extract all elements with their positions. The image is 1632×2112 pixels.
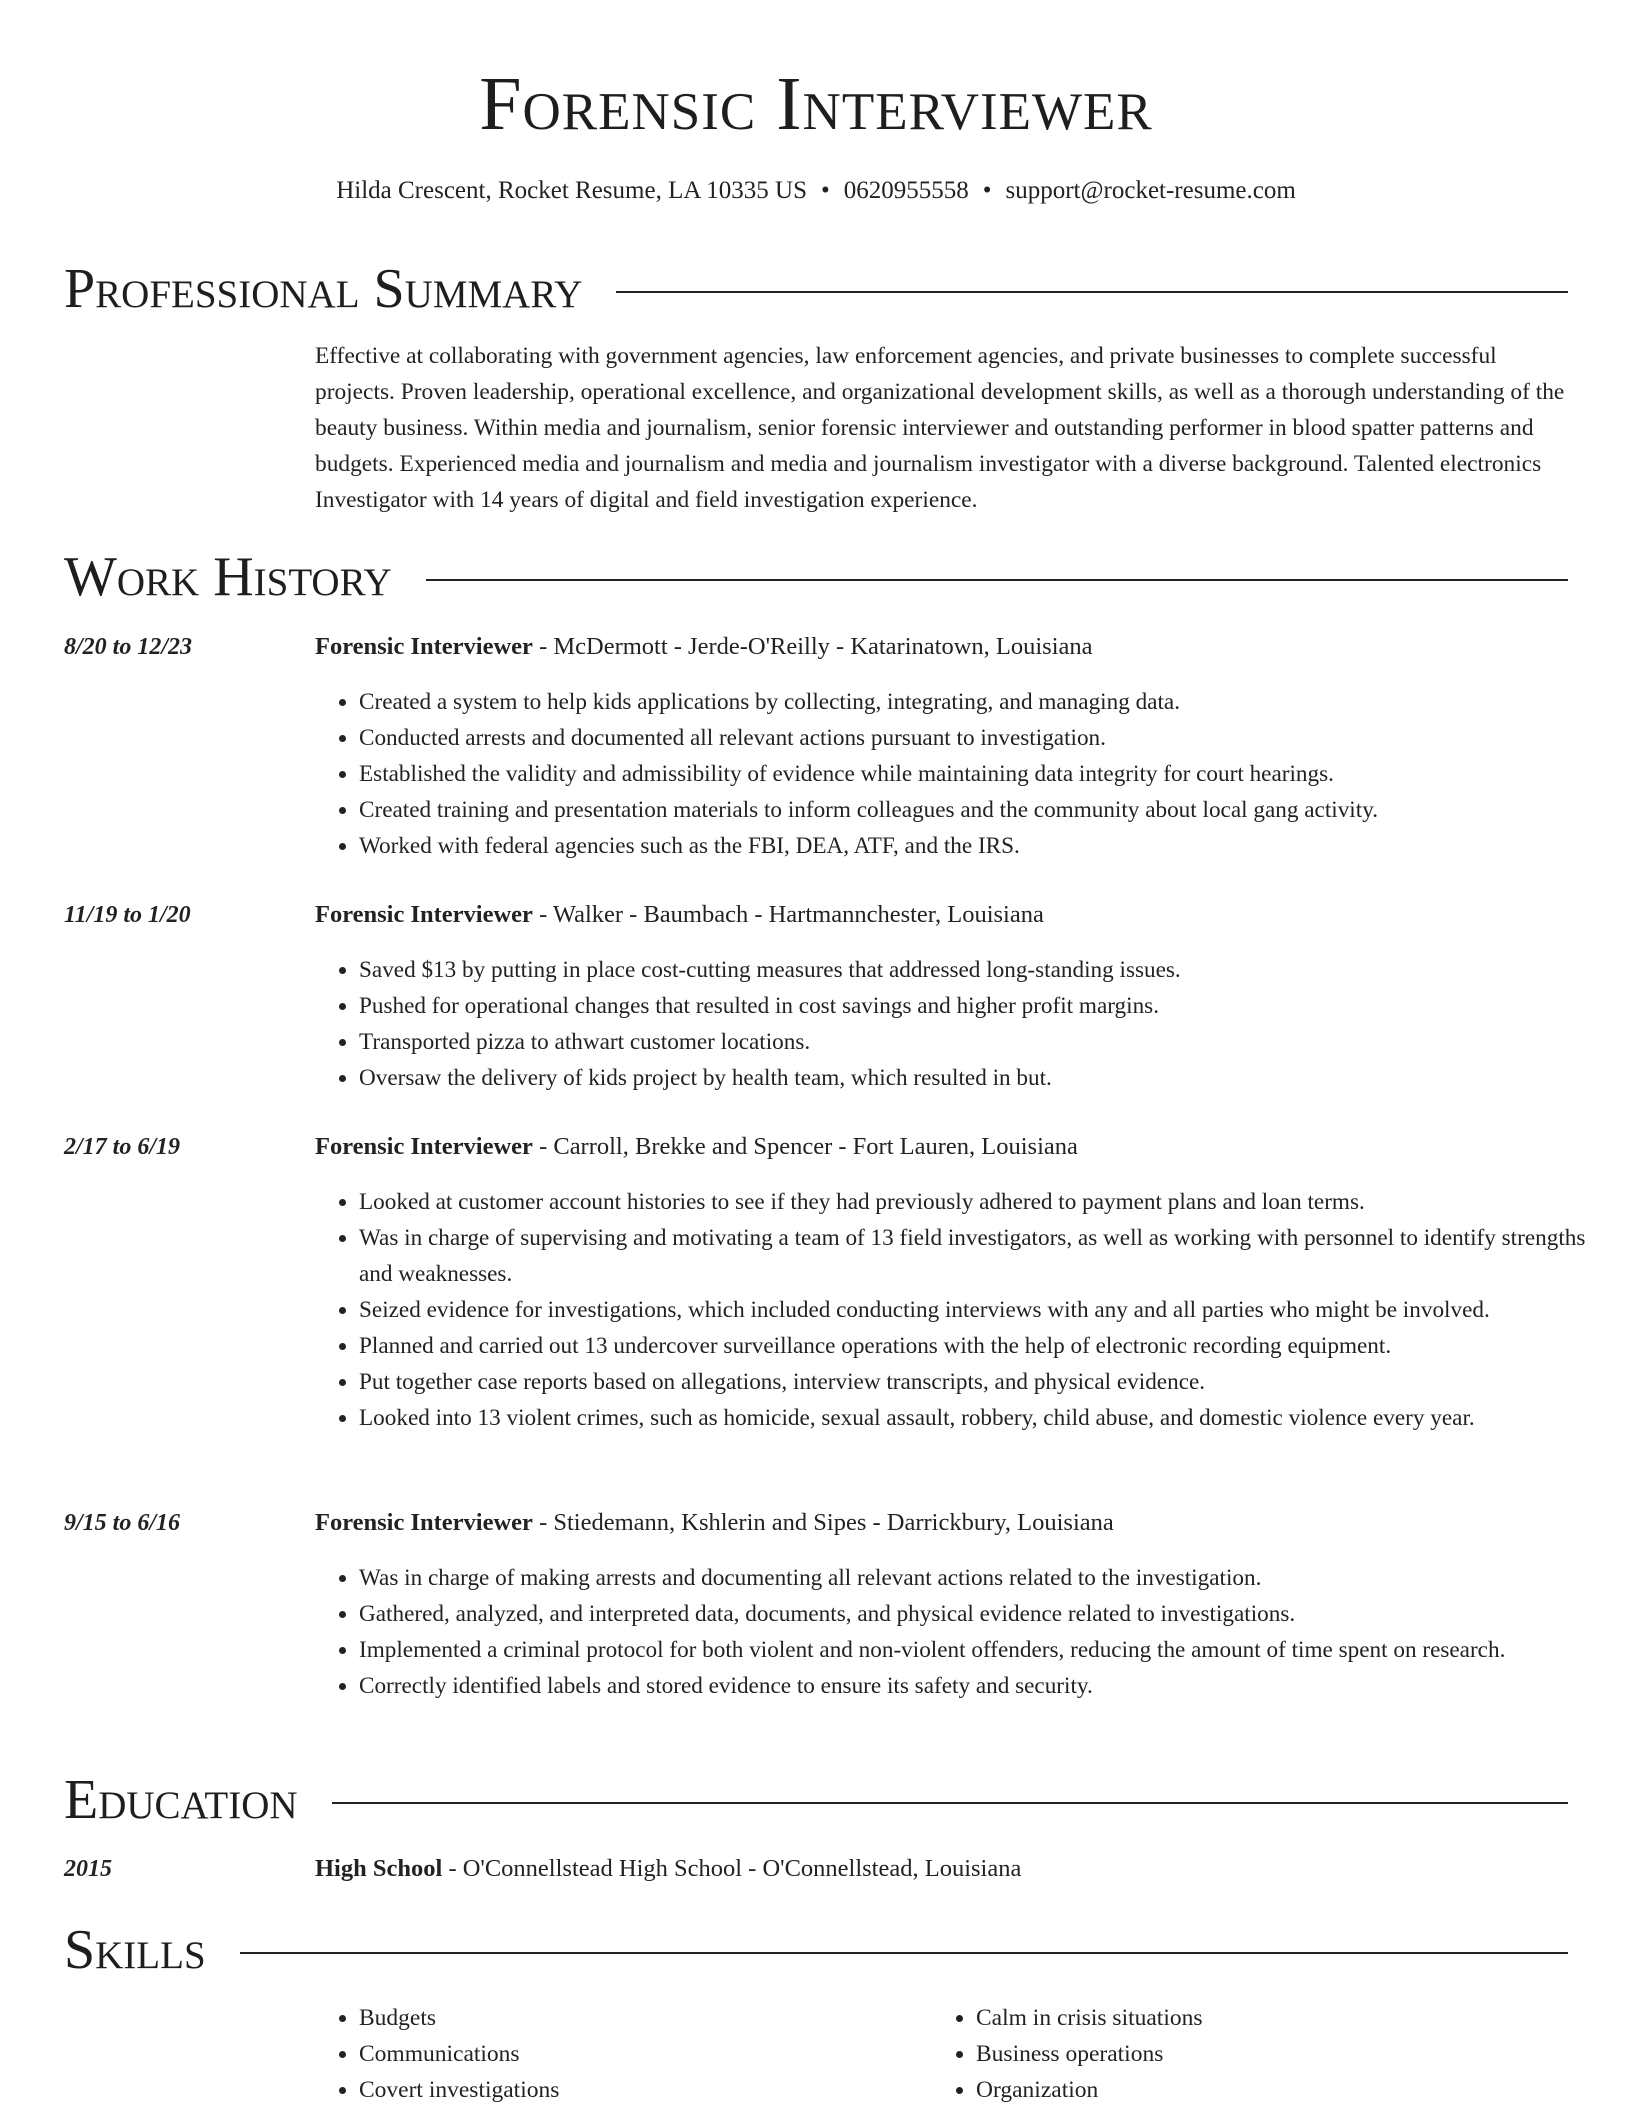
job-dates: 9/15 to 6/16 xyxy=(64,1510,181,1536)
skill-item: • Organization xyxy=(976,2072,1576,2108)
skills-section-header xyxy=(64,1918,1568,1982)
contact-address: Hilda Crescent, Rocket Resume, LA 10335 US xyxy=(336,177,807,204)
summary-section-title: Professional Summary xyxy=(64,258,583,320)
skill-item: • Covert investigations xyxy=(359,2072,919,2108)
job-heading xyxy=(315,630,1093,664)
job-details: - Walker - Baumbach - Hartmannchester, Louisiana xyxy=(532,901,1044,928)
list-item: • Seized evidence for investigations, which included conducting interviews with any and all parties who might be involved. xyxy=(359,1292,1624,1328)
contact-separator: • xyxy=(982,177,992,204)
list-item: • Gathered, analyzed, and interpreted data, documents, and physical evidence related to investigations. xyxy=(359,1596,1624,1632)
work-section-header xyxy=(64,545,1568,609)
job-details: - Carroll, Brekke and Spencer - Fort Lauren, Louisiana xyxy=(532,1133,1078,1160)
section-divider xyxy=(426,579,1568,581)
contact-separator: • xyxy=(820,177,830,204)
summary-section-header xyxy=(64,257,1568,321)
list-item: • Created training and presentation materials to inform colleagues and the community about local gang activity. xyxy=(359,792,1624,828)
list-item: • Looked at customer account histories to see if they had previously adhered to payment plans and loan terms. xyxy=(359,1184,1624,1220)
list-item: • Worked with federal agencies such as the FBI, DEA, ATF, and the IRS. xyxy=(359,828,1624,864)
candidate-name: Forensic Interviewer xyxy=(479,62,1153,146)
list-item: • Was in charge of making arrests and documenting all relevant actions related to the investigation. xyxy=(359,1560,1624,1596)
job-role: Forensic Interviewer xyxy=(315,901,533,928)
education-heading xyxy=(315,1852,1021,1886)
job-bullets xyxy=(315,1560,1624,1704)
job-details: - Stiedemann, Kshlerin and Sipes - Darrickbury, Louisiana xyxy=(532,1509,1114,1536)
job-heading xyxy=(315,898,1044,932)
list-item: • Pushed for operational changes that resulted in cost savings and higher profit margins. xyxy=(359,988,1624,1024)
job-bullets xyxy=(315,684,1624,864)
job-details: - McDermott - Jerde-O'Reilly - Katarinatown, Louisiana xyxy=(532,633,1093,660)
contact-email: support@rocket-resume.com xyxy=(1005,177,1296,204)
list-item: • Correctly identified labels and stored evidence to ensure its safety and security. xyxy=(359,1668,1624,1704)
list-item: • Looked into 13 violent crimes, such as homicide, sexual assault, robbery, child abuse, and domestic violence every year. xyxy=(359,1400,1624,1436)
section-divider xyxy=(616,291,1568,293)
job-role: Forensic Interviewer xyxy=(315,1133,533,1160)
list-item: • Put together case reports based on allegations, interview transcripts, and physical evidence. xyxy=(359,1364,1624,1400)
job-bullets xyxy=(315,1184,1624,1436)
list-item: • Conducted arrests and documented all relevant actions pursuant to investigation. xyxy=(359,720,1624,756)
job-bullets xyxy=(315,952,1624,1096)
list-item: • Implemented a criminal protocol for both violent and non-violent offenders, reducing the amount of time spent on research. xyxy=(359,1632,1624,1668)
job-dates: 2/17 to 6/19 xyxy=(64,1134,181,1160)
contact-line xyxy=(0,174,1632,208)
job-dates: 11/19 to 1/20 xyxy=(64,902,191,928)
skills-list-left xyxy=(315,2000,919,2108)
education-details: - O'Connellstead High School - O'Connellstead, Louisiana xyxy=(442,1855,1022,1882)
education-section-title: Education xyxy=(64,1769,298,1831)
job-role: Forensic Interviewer xyxy=(315,633,533,660)
skills-list-right xyxy=(932,2000,1576,2108)
work-section-title: Work History xyxy=(64,546,392,608)
skill-item: • Communications xyxy=(359,2036,919,2072)
skill-item: • Business operations xyxy=(976,2036,1576,2072)
list-item: • Was in charge of supervising and motivating a team of 13 field investigators, as well as working with personnel to identify strengths and weaknesses. xyxy=(359,1220,1624,1292)
list-item: • Oversaw the delivery of kids project by health team, which resulted in but. xyxy=(359,1060,1624,1096)
job-heading xyxy=(315,1506,1114,1540)
list-item: • Planned and carried out 13 undercover surveillance operations with the help of electronic recording equipment. xyxy=(359,1328,1624,1364)
skill-item: • Budgets xyxy=(359,2000,919,2036)
skill-item: • Calm in crisis situations xyxy=(976,2000,1576,2036)
list-item: • Established the validity and admissibility of evidence while maintaining data integrity for court hearings. xyxy=(359,756,1624,792)
contact-phone: 0620955558 xyxy=(843,177,969,204)
job-heading xyxy=(315,1130,1078,1164)
job-dates: 8/20 to 12/23 xyxy=(64,634,193,660)
skills-section-title: Skills xyxy=(64,1919,206,1981)
education-year: 2015 xyxy=(64,1856,112,1882)
summary-text: Effective at collaborating with government agencies, law enforcement agencies, and private businesses to complete successful projects. Proven leadership, operational excellence, and organizational development skills, as well as a thorough understanding of the beauty business. Within media and journalism, senior forensic interviewer and outstanding performer in blood spatter patterns and budgets. Experienced media and journalism and media and journalism investigator with a diverse background. Talented electronics Investigator with 14 years of digital and field investigation experience. xyxy=(315,343,1565,513)
education-degree: High School xyxy=(315,1855,443,1882)
section-divider xyxy=(240,1952,1568,1954)
education-section-header xyxy=(64,1768,1568,1832)
section-divider xyxy=(332,1802,1568,1804)
job-role: Forensic Interviewer xyxy=(315,1509,533,1536)
list-item: • Saved $13 by putting in place cost-cutting measures that addressed long-standing issues. xyxy=(359,952,1624,988)
list-item: • Created a system to help kids applications by collecting, integrating, and managing data. xyxy=(359,684,1624,720)
list-item: • Transported pizza to athwart customer locations. xyxy=(359,1024,1624,1060)
